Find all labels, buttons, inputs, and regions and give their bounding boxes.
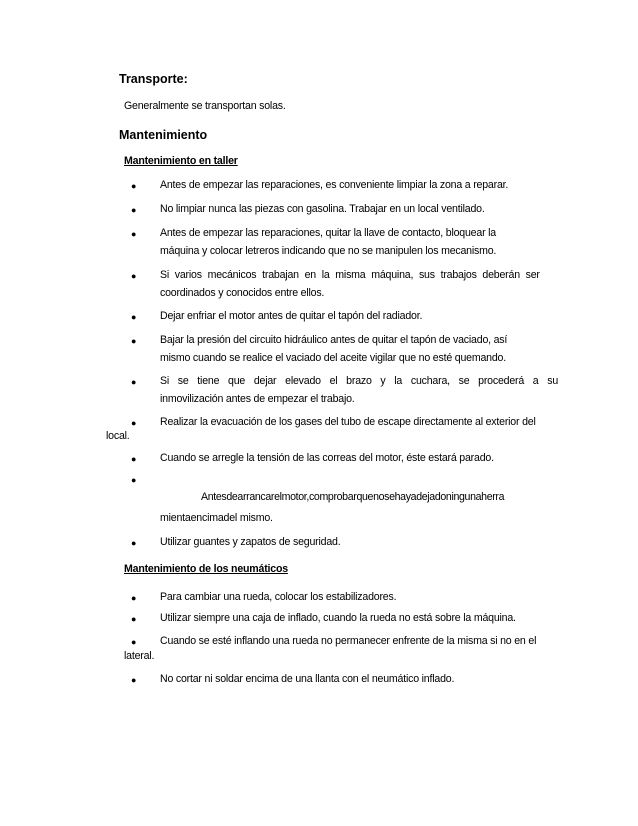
- list-item: Bajar la presión del circuito hidráulico antes de quitar el tapón de vaciado, así: [160, 334, 508, 346]
- bullet-icon: ●: [131, 593, 137, 603]
- list-item: Si varios mecánicos trabajan en la misma máquina, sus trabajos deberán ser: [160, 269, 540, 281]
- bullet-icon: ●: [131, 637, 137, 647]
- transporte-heading: Transporte:: [119, 72, 188, 86]
- list-item: Dejar enfriar el motor antes de quitar el tapón del radiador.: [160, 310, 423, 322]
- list-item-continuation: lateral.: [124, 650, 155, 662]
- bullet-icon: ●: [131, 271, 137, 281]
- list-item: No limpiar nunca las piezas con gasolina. Trabajar en un local ventilado.: [160, 203, 485, 215]
- bullet-icon: ●: [131, 377, 137, 387]
- list-item-continuation: local.: [106, 430, 130, 442]
- list-item: Cuando se esté inflando una rueda no permanecer enfrente de la misma si no en el: [160, 635, 537, 647]
- list-item-continuation: máquina y colocar letreros indicando que no se manipulen los mecanismo.: [160, 245, 497, 257]
- bullet-icon: ●: [131, 336, 137, 346]
- list-item: Antes de empezar las reparaciones, es conveniente limpiar la zona a reparar.: [160, 179, 509, 191]
- list-item: Si se tiene que dejar elevado el brazo y la cuchara, se procederá a su: [160, 375, 559, 387]
- list-item-continuation: inmovilización antes de empezar el trabajo.: [160, 393, 355, 405]
- bullet-icon: ●: [131, 454, 137, 464]
- bullet-icon: ●: [131, 312, 137, 322]
- bullet-icon: ●: [131, 614, 137, 624]
- list-item: Para cambiar una rueda, colocar los estabilizadores.: [160, 591, 397, 603]
- bullet-icon: ●: [131, 229, 137, 239]
- bullet-icon: ●: [131, 475, 137, 485]
- list-item: Realizar la evacuación de los gases del tubo de escape directamente al exterior del: [160, 416, 536, 428]
- list-item-continuation: coordinados y conocidos entre ellos.: [160, 287, 325, 299]
- list-item-continuation: mismo cuando se realice el vaciado del aceite vigilar que no esté quemando.: [160, 352, 506, 364]
- neumaticos-subheading: Mantenimiento de los neumáticos: [124, 563, 288, 575]
- bullet-icon: ●: [131, 538, 137, 548]
- bullet-icon: ●: [131, 181, 137, 191]
- list-item-continuation: mientaencimadel mismo.: [160, 512, 273, 524]
- list-item: Antes de empezar las reparaciones, quitar la llave de contacto, bloquear la: [160, 227, 496, 239]
- list-item: Utilizar siempre una caja de inflado, cuando la rueda no está sobre la máquina.: [160, 612, 516, 624]
- transporte-text: Generalmente se transportan solas.: [124, 100, 286, 112]
- list-item: Cuando se arregle la tensión de las correas del motor, éste estará parado.: [160, 452, 494, 464]
- mantenimiento-heading: Mantenimiento: [119, 128, 208, 142]
- bullet-icon: ●: [131, 675, 137, 685]
- taller-subheading: Mantenimiento en taller: [124, 155, 238, 167]
- bullet-icon: ●: [131, 205, 137, 215]
- list-item: No cortar ni soldar encima de una llanta con el neumático inflado.: [160, 673, 455, 685]
- list-item: Utilizar guantes y zapatos de seguridad.: [160, 536, 341, 548]
- bullet-icon: ●: [131, 418, 137, 428]
- list-item: Antesdearrancarelmotor,comprobarquenosehayadejadoningunaherra: [201, 491, 505, 503]
